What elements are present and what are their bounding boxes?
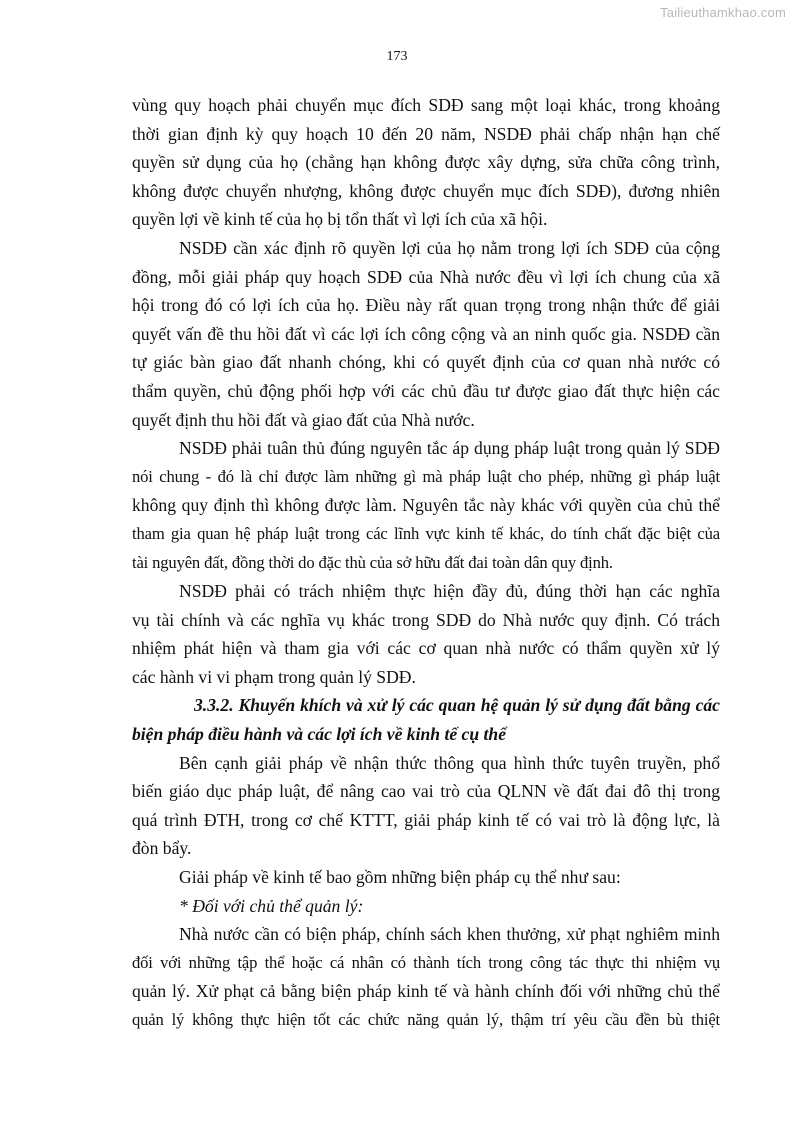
text-line: NSDĐ phải có trách nhiệm thực hiện đầy đủ, đúng thời hạn các nghĩa [179,581,720,602]
section-heading: biện pháp điều hành và các lợi ích về kinh tế cụ thể [132,724,507,745]
text-line: tài nguyên đất, đồng thời do đặc thù của sở hữu đất đai toàn dân quy định. [132,552,613,572]
text-line: NSDĐ phải tuân thủ đúng nguyên tắc áp dụng pháp luật trong quản lý SDĐ [179,438,720,459]
text-line: không quy định thì không được làm. Nguyên tắc này khác với quyền của chủ thể [132,495,720,516]
page-number: 173 [386,49,408,64]
section-heading: 3.3.2. Khuyến khích và xử lý các quan hệ quản lý sử dụng đất bằng các [194,695,720,716]
text-line: quản lý không thực hiện tốt các chức năng quản lý, thậm trí yêu cầu đền bù thiệt [132,1010,720,1029]
text-line: tham gia quan hệ pháp luật trong các lĩnh vực kinh tế khác, do tính chất đặc biệt của [132,523,720,543]
text-line: nhiệm phát hiện và tham gia với các cơ quan nhà nước có thẩm quyền xử lý [132,638,720,659]
text-line: tự giác bàn giao đất nhanh chóng, khi có quyết định của cơ quan nhà nước có [132,352,720,373]
text-line: NSDĐ cần xác định rõ quyền lợi của họ nằm trong lợi ích SDĐ của cộng [179,237,720,258]
text-line: thẩm quyền, chủ động phối hợp với các chủ đầu tư được giao đất thực hiện các [132,380,720,401]
text-line: đồng, mỗi giải pháp quy hoạch SDĐ của Nhà nước đều vì lợi ích chung của xã [132,266,720,287]
text-line: quá trình ĐTH, trong cơ chế KTTT, giải pháp kinh tế có vai trò là động lực, là [132,809,720,830]
text-line: thời gian định kỳ quy hoạch 10 đến 20 năm, NSDĐ phải chấp nhận hạn chế [132,123,720,144]
text-line: quyết vấn đề thu hồi đất vì các lợi ích công cộng và an ninh quốc gia. NSDĐ cần [132,323,720,344]
text-line: không được chuyển nhượng, không được chuyển mục đích SDĐ), đương nhiên [132,180,720,201]
text-line: các hành vi vi phạm trong quản lý SDĐ. [132,666,416,687]
text-line: Bên cạnh giải pháp về nhận thức thông qua hình thức tuyên truyền, phổ [179,752,720,773]
text-line: quyết định thu hồi đất và giao đất của Nhà nước. [132,409,475,430]
text-line: đòn bẩy. [132,838,192,859]
watermark: Tailieuthamkhao.com [660,5,786,20]
text-line: Nhà nước cần có biện pháp, chính sách khen thưởng, xử phạt nghiêm minh [179,924,720,945]
text-line: đối với những tập thể hoặc cá nhân có thành tích trong công tác thực thi nhiệm vụ [132,952,720,972]
document-body [132,91,720,1035]
text-line: biến giáo dục pháp luật, để nâng cao vai trò của QLNN về đất đai đô thị trong [132,781,720,802]
text-line: quản lý. Xử phạt cả bằng biện pháp kinh tế và hành chính đối với những chủ thể [132,981,720,1002]
text-line: hội trong đó có lợi ích của họ. Điều này rất quan trọng trong nhận thức để giải [132,295,720,316]
text-line: quyền sử dụng của họ (chẳng hạn không được xây dựng, sửa chữa công trình, [132,152,720,173]
text-line: nói chung - đó là chỉ được làm những gì mà pháp luật cho phép, những gì pháp luật [132,466,720,486]
text-line: vụ tài chính và các nghĩa vụ khác trong SDĐ do Nhà nước quy định. Có trách [132,609,720,630]
subheading: * Đối với chủ thể quản lý: [179,895,364,916]
text-line: quyền lợi về kinh tế của họ bị tổn thất vì lợi ích của xã hội. [132,209,548,230]
text-line: vùng quy hoạch phải chuyển mục đích SDĐ sang một loại khác, trong khoảng [132,95,720,115]
text-line: Giải pháp về kinh tế bao gồm những biện pháp cụ thể như sau: [179,867,621,888]
